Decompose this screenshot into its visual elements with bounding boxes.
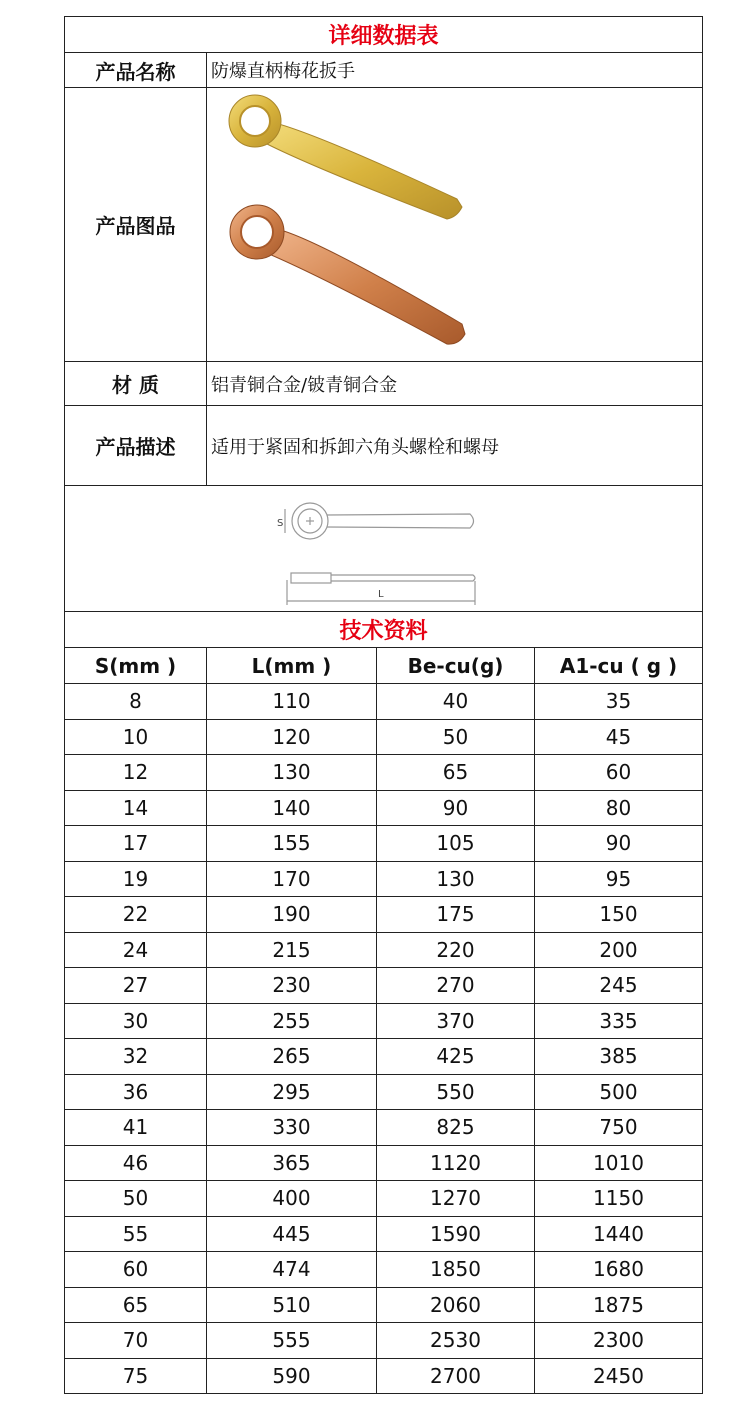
table-row [65, 1074, 703, 1110]
table-cell: 110 [207, 684, 377, 720]
header-be-cu: Be-cu(g) [377, 648, 535, 684]
table-cell: 60 [65, 1252, 207, 1288]
table-cell: 270 [377, 968, 535, 1004]
table-cell: 35 [535, 684, 703, 720]
table-cell: 10 [65, 719, 207, 755]
table-cell: 200 [535, 932, 703, 968]
table-cell: 175 [377, 897, 535, 933]
table-cell: 1440 [535, 1216, 703, 1252]
table-cell: 220 [377, 932, 535, 968]
table-cell: 50 [65, 1181, 207, 1217]
table-cell: 750 [535, 1110, 703, 1146]
table-cell: 95 [535, 861, 703, 897]
table-cell: 12 [65, 755, 207, 791]
table-cell: 255 [207, 1003, 377, 1039]
table-cell: 1590 [377, 1216, 535, 1252]
table-row [65, 861, 703, 897]
table-cell: 130 [207, 755, 377, 791]
table-row [65, 1039, 703, 1075]
table-row [65, 1216, 703, 1252]
table-cell: 22 [65, 897, 207, 933]
table-cell: 555 [207, 1323, 377, 1359]
header-l: L(mm ) [207, 648, 377, 684]
table-cell: 90 [377, 790, 535, 826]
product-image-label: 产品图品 [65, 88, 207, 362]
table-cell: 2700 [377, 1358, 535, 1394]
table-cell: 2300 [535, 1323, 703, 1359]
table-cell: 1680 [535, 1252, 703, 1288]
wrench-drawing [65, 487, 701, 611]
wrench-photo [207, 89, 701, 361]
detail-table [64, 16, 703, 1394]
table-cell: 1120 [377, 1145, 535, 1181]
table-cell: 8 [65, 684, 207, 720]
table-cell: 24 [65, 932, 207, 968]
table-cell: 30 [65, 1003, 207, 1039]
table-title: 详细数据表 [65, 17, 703, 53]
table-cell: 75 [65, 1358, 207, 1394]
table-cell: 65 [65, 1287, 207, 1323]
table-cell: 190 [207, 897, 377, 933]
table-row [65, 1287, 703, 1323]
table-row [65, 968, 703, 1004]
table-cell: 55 [65, 1216, 207, 1252]
technical-drawing-cell [65, 486, 703, 612]
table-row [65, 897, 703, 933]
spec-sheet [64, 16, 702, 1394]
table-cell: 1150 [535, 1181, 703, 1217]
l-dimension-label: L [378, 588, 384, 600]
table-cell: 215 [207, 932, 377, 968]
table-cell: 825 [377, 1110, 535, 1146]
table-cell: 40 [377, 684, 535, 720]
table-cell: 265 [207, 1039, 377, 1075]
table-row [65, 684, 703, 720]
description-label: 产品描述 [65, 406, 207, 486]
table-cell: 120 [207, 719, 377, 755]
table-row [65, 719, 703, 755]
header-al-cu: A1-cu ( g ) [535, 648, 703, 684]
table-row [65, 1358, 703, 1394]
table-cell: 1850 [377, 1252, 535, 1288]
table-cell: 60 [535, 755, 703, 791]
s-dimension-label: S [277, 517, 284, 529]
table-cell: 1270 [377, 1181, 535, 1217]
table-cell: 80 [535, 790, 703, 826]
table-row [65, 1003, 703, 1039]
table-row [65, 1145, 703, 1181]
table-cell: 50 [377, 719, 535, 755]
table-row [65, 1323, 703, 1359]
table-cell: 19 [65, 861, 207, 897]
table-cell: 32 [65, 1039, 207, 1075]
product-name-label: 产品名称 [65, 53, 207, 88]
material-value: 铝青铜合金/铍青铜合金 [207, 362, 703, 406]
table-cell: 230 [207, 968, 377, 1004]
table-cell: 245 [535, 968, 703, 1004]
tech-title: 技术资料 [65, 612, 703, 648]
table-cell: 45 [535, 719, 703, 755]
table-cell: 2060 [377, 1287, 535, 1323]
tech-header-row [65, 648, 703, 684]
table-cell: 385 [535, 1039, 703, 1075]
table-cell: 335 [535, 1003, 703, 1039]
table-row [65, 755, 703, 791]
table-cell: 140 [207, 790, 377, 826]
table-cell: 65 [377, 755, 535, 791]
table-cell: 295 [207, 1074, 377, 1110]
table-cell: 474 [207, 1252, 377, 1288]
table-cell: 1875 [535, 1287, 703, 1323]
product-name-value: 防爆直柄梅花扳手 [207, 53, 703, 88]
table-row [65, 826, 703, 862]
description-value: 适用于紧固和拆卸六角头螺栓和螺母 [207, 406, 703, 486]
table-cell: 500 [535, 1074, 703, 1110]
table-row [65, 1110, 703, 1146]
copper-wrench-icon [230, 205, 465, 344]
table-cell: 590 [207, 1358, 377, 1394]
brass-wrench-icon [229, 95, 462, 219]
table-cell: 14 [65, 790, 207, 826]
table-cell: 46 [65, 1145, 207, 1181]
material-label: 材 质 [65, 362, 207, 406]
table-cell: 445 [207, 1216, 377, 1252]
table-cell: 150 [535, 897, 703, 933]
table-row [65, 1181, 703, 1217]
table-cell: 41 [65, 1110, 207, 1146]
table-row [65, 1252, 703, 1288]
table-cell: 27 [65, 968, 207, 1004]
tech-table-body [65, 684, 703, 1394]
table-cell: 2450 [535, 1358, 703, 1394]
table-cell: 170 [207, 861, 377, 897]
table-cell: 370 [377, 1003, 535, 1039]
table-row [65, 932, 703, 968]
header-s: S(mm ) [65, 648, 207, 684]
table-cell: 36 [65, 1074, 207, 1110]
table-cell: 400 [207, 1181, 377, 1217]
table-cell: 550 [377, 1074, 535, 1110]
table-cell: 70 [65, 1323, 207, 1359]
table-cell: 365 [207, 1145, 377, 1181]
product-image-cell [207, 88, 703, 362]
table-cell: 17 [65, 826, 207, 862]
table-row [65, 790, 703, 826]
table-cell: 2530 [377, 1323, 535, 1359]
table-cell: 90 [535, 826, 703, 862]
table-cell: 105 [377, 826, 535, 862]
table-cell: 1010 [535, 1145, 703, 1181]
table-cell: 425 [377, 1039, 535, 1075]
table-cell: 155 [207, 826, 377, 862]
table-cell: 510 [207, 1287, 377, 1323]
table-cell: 130 [377, 861, 535, 897]
table-cell: 330 [207, 1110, 377, 1146]
